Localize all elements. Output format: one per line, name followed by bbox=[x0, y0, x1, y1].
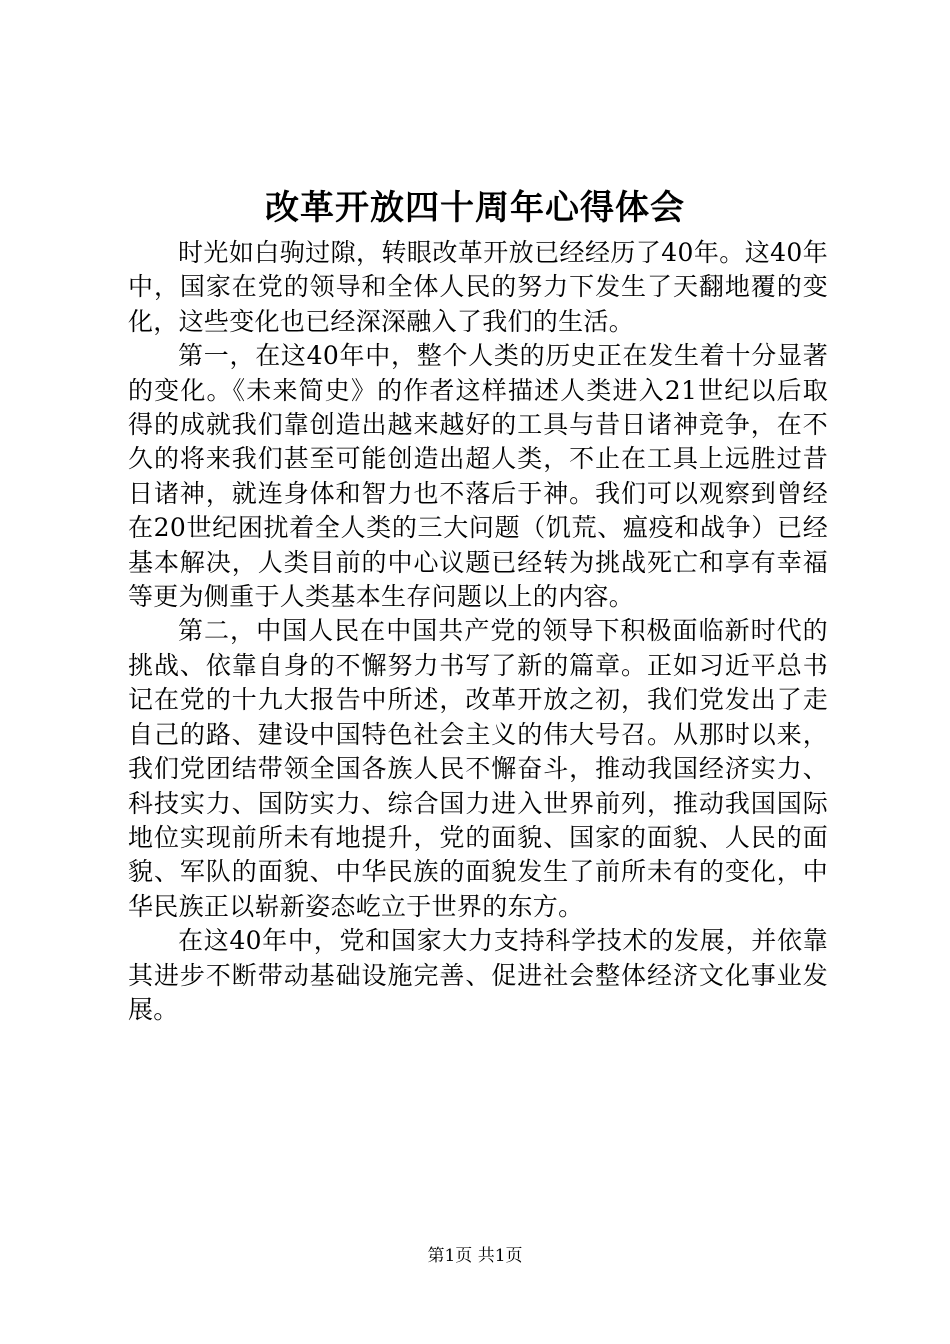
document-body bbox=[128, 236, 828, 1027]
paragraph-first-point: 第一，在这40年中，整个人类的历史正在发生着十分显著的变化。《未来简史》的作者这样描述人类进入21世纪以后取得的成就我们靠创造出越来越好的工具与昔日诸神竞争，在不久的将来我们甚至可能创造出超人类，不止在工具上远胜过昔日诸神，就连身体和智力也不落后于神。我们可以观察到曾经在20世纪困扰着全人类的三大问题（饥荒、瘟疫和战争）已经基本解决，人类目前的中心议题已经转为挑战死亡和享有幸福等更为侧重于人类基本生存问题以上的内容。 bbox=[128, 341, 828, 612]
paragraph-second-point: 第二，中国人民在中国共产党的领导下积极面临新时代的挑战、依靠自身的不懈努力书写了新的篇章。正如习近平总书记在党的十九大报告中所述，改革开放之初，我们党发出了走自己的路、建设中国特色社会主义的伟大号召。从那时以来，我们党团结带领全国各族人民不懈奋斗，推动我国经济实力、科技实力、国防实力、综合国力进入世界前列，推动我国国际地位实现前所未有地提升，党的面貌、国家的面貌、人民的面貌、军队的面貌、中华民族的面貌发生了前所未有的变化，中华民族正以崭新姿态屹立于世界的东方。 bbox=[128, 616, 828, 921]
document-title: 改革开放四十周年心得体会 bbox=[265, 188, 685, 228]
page-footer: 第1页 共1页 bbox=[427, 1246, 523, 1266]
paragraph-science: 在这40年中，党和国家大力支持科学技术的发展，并依靠其进步不断带动基础设施完善、促进社会整体经济文化事业发展。 bbox=[128, 926, 828, 1024]
paragraph-intro: 时光如白驹过隙，转眼改革开放已经经历了40年。这40年中，国家在党的领导和全体人民的努力下发生了天翻地覆的变化，这些变化也已经深深融入了我们的生活。 bbox=[128, 238, 828, 336]
